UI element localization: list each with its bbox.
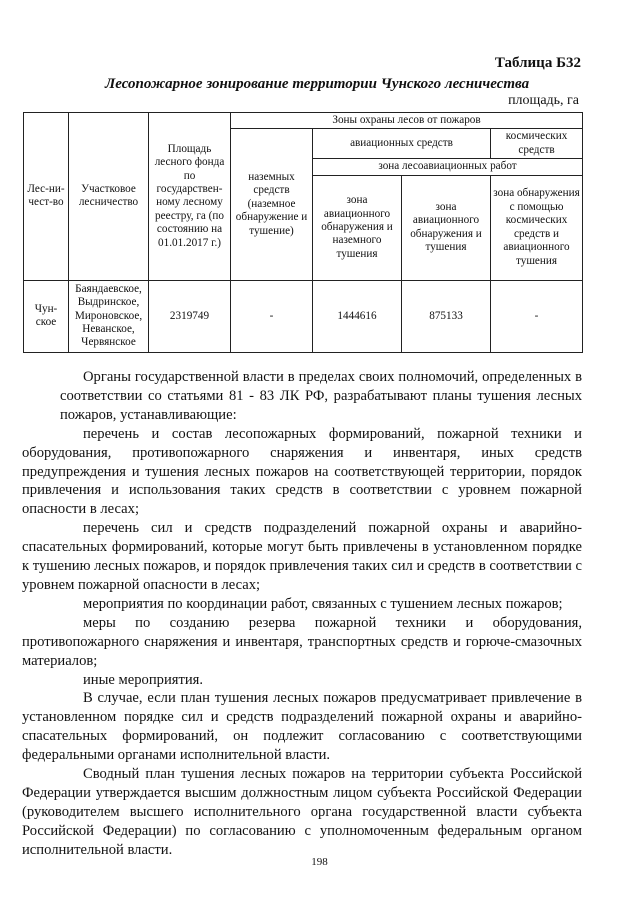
cell-zone-aviation-ground: 1444616 [313, 280, 402, 352]
zoning-table [23, 112, 583, 353]
header-zone-aviation: зона авиационного обнаружения и тушения [402, 175, 491, 280]
header-zone-space: зона обнаружения с помощью космических средств и авиационного тушения [491, 175, 583, 280]
page-number: 198 [311, 856, 328, 868]
paragraph: перечень сил и средств подразделений пожарной охраны и аварийно-спасательных формирований, которые могут быть привлечены в установленном порядке к тушению лесных пожаров, и порядок привлечения таких сил и средств в соответствии с уровнем пожарной опасности в лесах; [22, 520, 582, 593]
header-aviazone: зона лесоавиационных работ [313, 159, 583, 175]
cell-zone-space: - [491, 280, 583, 352]
paragraph: Сводный план тушения лесных пожаров на территории субъекта Российской Федерации утверждается высшим должностным лицом субъекта Российской Федерации (руководителем высшего исполнительного органа государственной власти субъекта Российской Федерации) по согласованию с уполномоченным федеральным органом исполнительной власти. [22, 766, 582, 858]
paragraph: В случае, если план тушения лесных пожаров предусматривает привлечение в установленном порядке сил и средств подразделений пожарной охраны и аварийно-спасательных формирований, он подлежит согласованию с соответствующими федеральными органами исполнительной власти. [22, 690, 582, 764]
cell-area: 2319749 [149, 280, 231, 352]
body-text [22, 368, 582, 860]
header-aviation: авиационных средств [313, 129, 491, 159]
header-space: космических средств [491, 129, 583, 159]
header-ground: наземных средств (наземное обнаружение и тушение) [231, 129, 313, 280]
cell-district: Баяндаевское, Выдринское, Мироновское, Неванское, Червянское [69, 280, 149, 352]
paragraph: меры по созданию резерва пожарной техники и оборудования, противопожарного снаряжения и инвентаря, транспортных средств и горюче-смазочных материалов; [22, 614, 582, 669]
table-label: Таблица Б32 [494, 55, 581, 71]
cell-forestry: Чун-ское [24, 280, 69, 352]
paragraph: мероприятия по координации работ, связанных с тушением лесных пожаров; [83, 595, 563, 612]
header-forestry: Лес-ни-чест-во [24, 113, 69, 281]
paragraph: Органы государственной власти в пределах своих полномочий, определенных в соответствии со статьями 81 - 83 ЛК РФ, разрабатывают планы тушения лесных пожаров, устанавливающие: [60, 369, 582, 423]
cell-ground: - [231, 280, 313, 352]
header-zones: Зоны охраны лесов от пожаров [231, 113, 583, 129]
table-row [24, 280, 583, 352]
header-zone-aviation-ground: зона авиационного обнаружения и наземного тушения [313, 175, 402, 280]
table-title: Лесопожарное зонирование территории Чунского лесничества [105, 76, 530, 92]
paragraph: иные мероприятия. [83, 671, 204, 688]
table-units: площадь, га [508, 93, 579, 108]
cell-zone-aviation: 875133 [402, 280, 491, 352]
header-area: Площадь лесного фонда по государствен-ному лесному реестру, га (по состоянию на 01.01.2017 г.) [149, 113, 231, 281]
paragraph: перечень и состав лесопожарных формирований, пожарной техники и оборудования, противопожарного снаряжения и инвентаря, иных средств предупреждения и тушения лесных пожаров на соответствующей территории, порядок привлечения и использования таких средств в соответствии с уровнем пожарной опасности в лесах; [22, 425, 582, 518]
header-district: Участковое лесничество [69, 113, 149, 281]
